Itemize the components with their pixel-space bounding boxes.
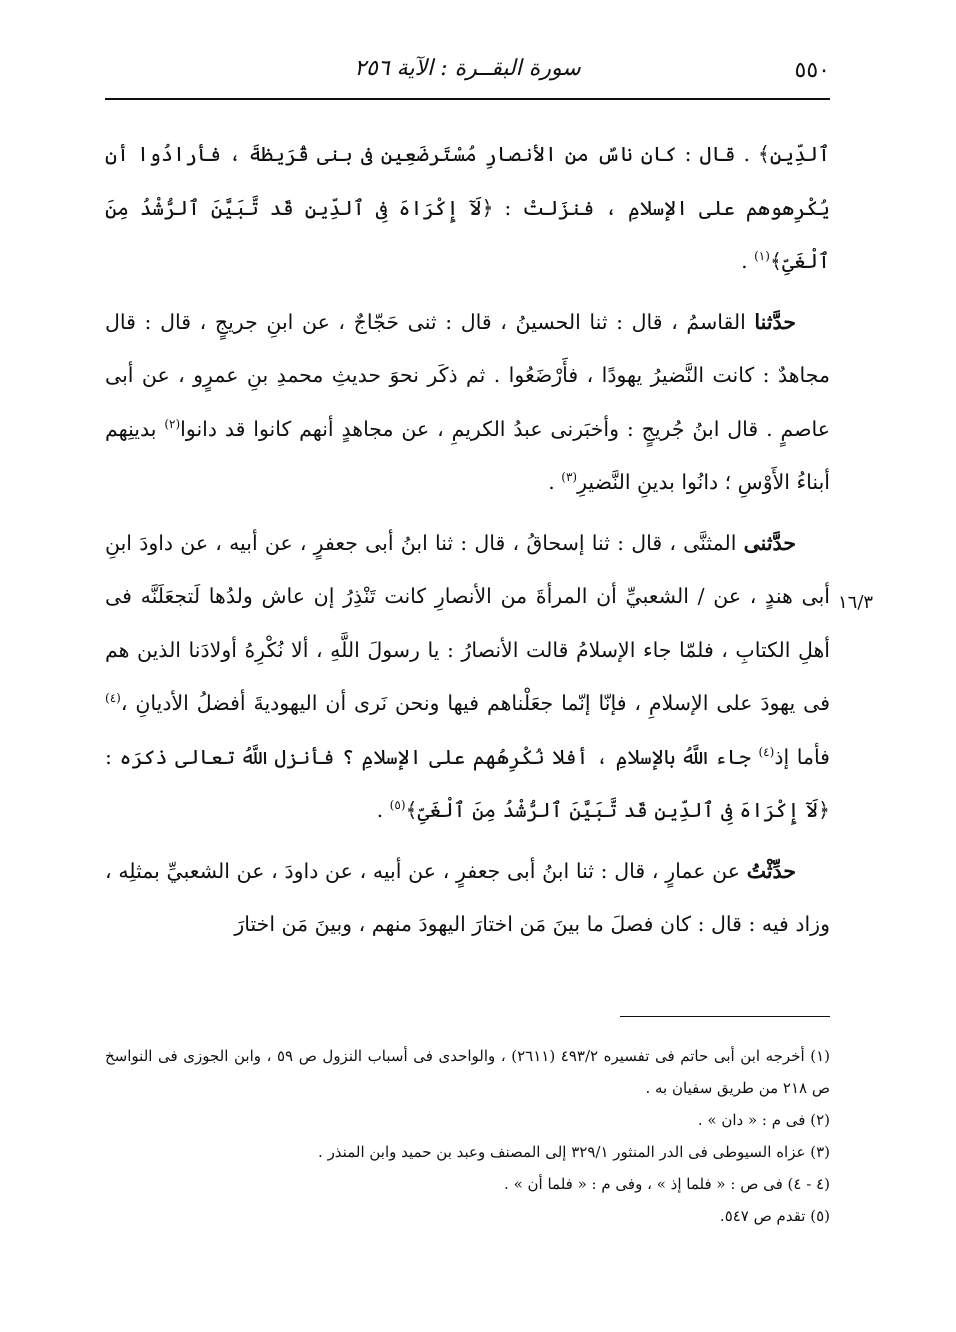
- footnote-marker: (١): [754, 249, 770, 264]
- paragraph-text: عن عمارٍ ، قال : ثنا ابنُ أبى جعفرٍ ، عن أبيه ، عن داودَ ، عن الشعبيِّ بمثلِه ، وزاد فيه : قال : كان فصلَ ما بينَ مَن اختارَ اليهودَ منهم ، وبينَ مَن اختارَ: [105, 858, 830, 936]
- margin-volume-page-ref: ١٦/٣: [838, 592, 874, 613]
- page-number: ٥٥٠: [794, 58, 830, 83]
- paragraph-tail: بدينِهم أبناءُ الأَوْسِ ؛ دانُوا بدينِ النَّضيرِ: [105, 416, 830, 494]
- footnote-marker: (٢): [164, 416, 181, 431]
- header-rule: [105, 98, 830, 100]
- footnote-marker: (٣): [561, 470, 578, 485]
- paragraph-tail: .: [741, 249, 755, 273]
- paragraph-text: المثنَّى ، قال : ثنا إسحاقُ ، قال : ثنا ابنُ أبى جعفرٍ ، عن أبيه ، عن داودَ ابنِ أبى هندٍ ، عن / الشعبيِّ أن المرأةَ من الأنصارِ كانت تَنْذِرُ إن عاش ولدُها لَتجعَلَنَّه فى أهلِ الكتابِ ، فلمّا جاء الإسلامُ قالت الأنصارُ : يا رسولَ اللَّهِ ، ألا نُكْرِهُ أولادَنا الذين هم فى يهودَ على الإسلامِ ، فإنّا إنّما جعَلْناهم فيها ونحن نَرى أن اليهوديةَ أفضلُ الأديانِ ،: [105, 530, 830, 715]
- paragraph-text: ٱلدِّينِ﴾ . قال : كان ناسٌ من الأنصارِ مُسْتَرضَعِين فى بنى قُرَيظةَ ، فأرادُوا أن يُكْرِهوهم على الإسلامِ ، فنزَلتْ : ﴿لَآ إِكْرَاهَ فِى ٱلدِّينِ قَد تَّبَيَّنَ ٱلرُّشْدُ مِنَ ٱلْغَىِّ﴾: [105, 142, 830, 273]
- paragraph-lead-word: حدَّثنى: [743, 530, 796, 555]
- footnote-rule: [620, 1016, 830, 1017]
- paragraph-4: [105, 845, 830, 952]
- footnote-3: (٣) عزاه السيوطى فى الدر المنثور ٣٢٩/١ إلى المصنف وعبد بن حميد وابن المنذر .: [318, 1143, 830, 1161]
- footnote-5: (٥) تقدم ص ٥٤٧.: [719, 1207, 830, 1225]
- page-header: [105, 52, 830, 96]
- paragraph-tail: جاء اللَّهُ بالإسلامِ ، أفلا نُكْرِهُهم على الإسلامِ ؟ فأنزل اللَّهُ تعالى ذكرَه : ﴿لَآ إِكْرَاهَ فِى ٱلدِّينِ قَد تَّبَيَّنَ ٱلرُّشْدُ مِنَ ٱلْغَىِّ﴾: [105, 744, 830, 822]
- main-text: [105, 128, 830, 959]
- paragraph-1: [105, 128, 830, 289]
- footnote-marker: (٥): [389, 798, 406, 813]
- paragraph-lead-word: حدَّثنا: [754, 309, 796, 334]
- footnote-2: (٢) فى م : « دان » .: [697, 1111, 830, 1129]
- paragraph-2: [105, 296, 830, 510]
- running-head: سورة البقــرة : الآية ٢٥٦: [354, 56, 581, 81]
- paragraph-lead-word: حدِّثْتُ: [746, 858, 796, 883]
- paragraph-tail: .: [376, 798, 390, 822]
- footnotes: [105, 1040, 830, 1232]
- paragraph-tail: فأما إذ: [774, 744, 830, 769]
- paragraph-3: [105, 517, 830, 838]
- footnote-4: (٤ - ٤) فى ص : « فلما إذ » ، وفى م : « فلما أن » .: [504, 1175, 830, 1193]
- paragraph-tail: .: [548, 470, 562, 494]
- paragraph-text: القاسمُ ، قال : ثنا الحسينُ ، قال : ثنى حَجّاجٌ ، عن ابنِ جريجٍ ، قال : قال مجاهدٌ : كانت النَّضيرُ يهودًا ، فأَرْضَعُوا . ثم ذكَر نحوَ حديثِ محمدِ بنِ عمرٍو ، عن أبى عاصمٍ . قال ابنُ جُريجٍ : وأخبَرنى عبدُ الكريمِ ، عن مجاهدٍ أنهم كانوا قد دانوا: [105, 309, 831, 441]
- footnote-marker: (٤): [758, 744, 775, 759]
- footnote-1: (١) أخرجه ابن أبى حاتم فى تفسيره ٤٩٣/٢ (٢٦١١) ، والواحدى فى أسباب النزول ص ٥٩ ، وابن الجوزى فى النواسخ ص ٢١٨ من طريق سفيان به .: [105, 1047, 830, 1097]
- footnote-marker: (٤): [105, 691, 121, 706]
